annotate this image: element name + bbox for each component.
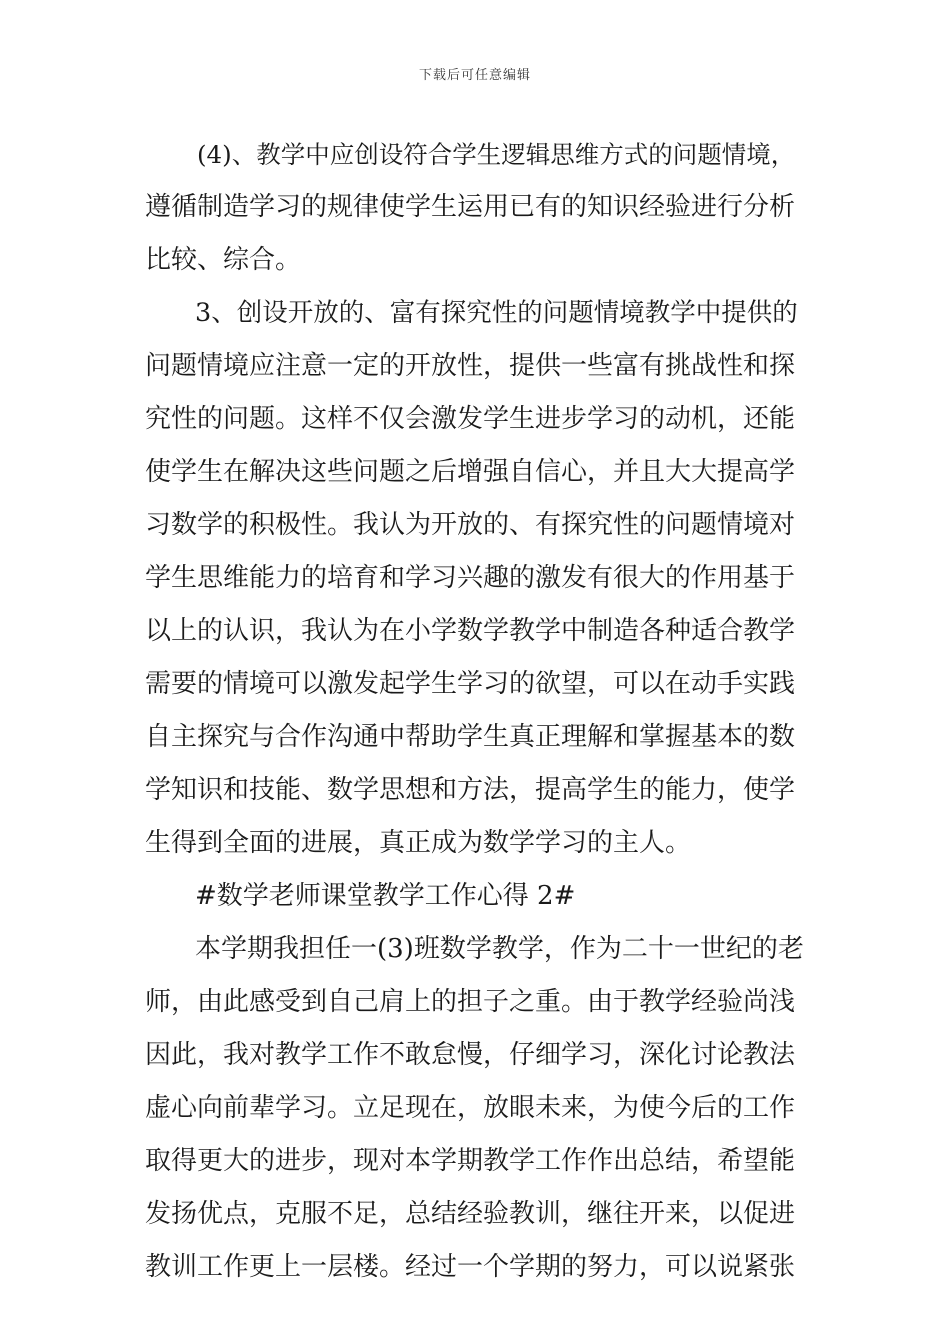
document-body [145, 128, 805, 1294]
text-line: 生得到全面的进展，真正成为数学学习的主人。 [145, 828, 692, 858]
text-line: 遵循制造学习的规律使学生运用已有的知识经验进行分析 [145, 192, 796, 222]
text-line: 学知识和技能、数学思想和方法，提高学生的能力，使学 [145, 775, 796, 805]
text-line: 师，由此感受到自己肩上的担子之重。由于教学经验尚浅 [145, 987, 796, 1017]
text-line: 使学生在解决这些问题之后增强自信心，并且大大提高学 [145, 457, 796, 487]
text-line: 本学期我担任一(3)班数学教学，作为二十一世纪的老 [195, 934, 804, 964]
text-line: #数学老师课堂教学工作心得 2# [195, 881, 576, 911]
text-line: 自主探究与合作沟通中帮助学生真正理解和掌握基本的数 [145, 722, 796, 752]
text-line: 习数学的积极性。我认为开放的、有探究性的问题情境对 [145, 510, 796, 540]
text-line: 以上的认识，我认为在小学数学教学中制造各种适合教学 [145, 616, 796, 646]
text-line: 问题情境应注意一定的开放性，提供一些富有挑战性和探 [145, 351, 796, 381]
text-line: 因此，我对教学工作不敢怠慢，仔细学习，深化讨论教法 [145, 1040, 796, 1070]
text-line: 比较、综合。 [145, 245, 302, 275]
text-line: 教训工作更上一层楼。经过一个学期的努力，可以说紧张 [145, 1252, 796, 1282]
text-line: (4)、教学中应创设符合学生逻辑思维方式的问题情境， [197, 140, 796, 169]
text-line: 虚心向前辈学习。立足现在，放眼未来，为使今后的工作 [145, 1093, 796, 1123]
text-line: 取得更大的进步，现对本学期教学工作作出总结，希望能 [145, 1146, 796, 1176]
text-line: 学生思维能力的培育和学习兴趣的激发有很大的作用基于 [145, 563, 796, 593]
page-header: 下载后可任意编辑 [418, 68, 531, 83]
text-line: 究性的问题。这样不仅会激发学生进步学习的动机，还能 [145, 404, 796, 434]
text-line: 3、创设开放的、富有探究性的问题情境教学中提供的 [195, 298, 798, 328]
text-line: 发扬优点，克服不足，总结经验教训，继往开来，以促进 [145, 1199, 796, 1229]
text-line: 需要的情境可以激发起学生学习的欲望，可以在动手实践 [145, 669, 796, 699]
